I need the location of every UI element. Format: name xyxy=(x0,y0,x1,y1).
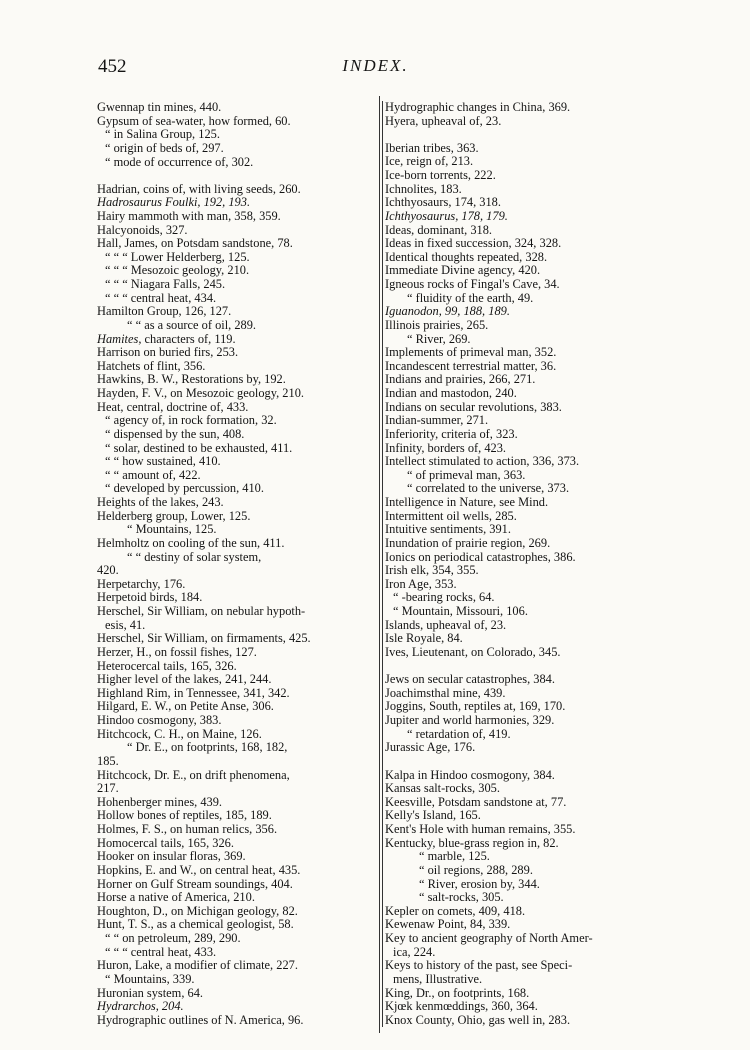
index-entry: Herzer, H., on fossil fishes, 127. xyxy=(97,644,257,659)
index-entry: Helderberg group, Lower, 125. xyxy=(97,508,251,523)
index-entry: Key to ancient geography of North Amer- xyxy=(385,931,593,946)
index-entry: Hunt, T. S., as a chemical geologist, 58. xyxy=(97,917,294,932)
index-entry: Horner on Gulf Stream soundings, 404. xyxy=(97,876,293,891)
index-entry: Immediate Divine agency, 420. xyxy=(385,263,541,278)
index-entry: Herpetarchy, 176. xyxy=(97,576,186,591)
index-entry: Kentucky, blue-grass region in, 82. xyxy=(385,835,559,850)
index-entry: Homocercal tails, 165, 326. xyxy=(97,835,234,850)
index-entry: Halcyonoids, 327. xyxy=(97,222,188,237)
index-entry: Hitchcock, Dr. E., on drift phenomena, xyxy=(97,767,290,782)
index-entry: “ “ “ central heat, 433. xyxy=(105,944,217,959)
index-entry: “ River, erosion by, 344. xyxy=(419,876,540,891)
index-entry: Ionics on periodical catastrophes, 386. xyxy=(385,549,576,564)
index-entry: Herschel, Sir William, on nebular hypoth- xyxy=(97,604,306,619)
index-entry: Jews on secular catastrophes, 384. xyxy=(385,672,555,687)
column-divider xyxy=(379,96,380,1033)
index-entry: “ River, 269. xyxy=(407,331,471,346)
index-entry: Heterocercal tails, 165, 326. xyxy=(97,658,237,673)
index-entry: Iberian tribes, 363. xyxy=(385,140,479,155)
index-entry: “ oil regions, 288, 289. xyxy=(419,862,533,877)
index-entry: King, Dr., on footprints, 168. xyxy=(385,985,530,1000)
index-entry: Kansas salt-rocks, 305. xyxy=(385,781,500,796)
index-entry: Heat, central, doctrine of, 433. xyxy=(97,399,249,414)
index-entry: esis, 41. xyxy=(105,617,146,632)
index-entry: Hayden, F. V., on Mesozoic geology, 210. xyxy=(97,386,304,401)
index-entry: “ “ as a source of oil, 289. xyxy=(127,317,257,332)
index-entry: Infinity, borders of, 423. xyxy=(385,440,507,455)
index-entry: ica, 224. xyxy=(393,944,436,959)
index-entry: “ “ amount of, 422. xyxy=(105,467,201,482)
index-entry: Irish elk, 354, 355. xyxy=(385,563,479,578)
index-entry: Hall, James, on Potsdam sandstone, 78. xyxy=(97,236,293,251)
index-entry: Herpetoid birds, 184. xyxy=(97,590,203,605)
index-entry: Illinois prairies, 265. xyxy=(385,317,489,332)
index-entry: 420. xyxy=(97,563,119,578)
index-entry: “ “ on petroleum, 289, 290. xyxy=(105,931,241,946)
index-entry: “ in Salina Group, 125. xyxy=(105,127,220,142)
index-entry: Joachimsthal mine, 439. xyxy=(385,685,506,700)
index-entry: Intelligence in Nature, see Mind. xyxy=(385,495,549,510)
index-entry: “ “ how sustained, 410. xyxy=(105,454,221,469)
index-entry: Hydrographic outlines of N. America, 96. xyxy=(97,1012,304,1027)
index-entry: Herschel, Sir William, on firmaments, 425. xyxy=(97,631,311,646)
index-entry: Harrison on buried firs, 253. xyxy=(97,345,239,360)
index-entry: Ideas, dominant, 318. xyxy=(385,222,493,237)
index-entry: Hollow bones of reptiles, 185, 189. xyxy=(97,808,272,823)
italic-term: Hamites xyxy=(97,331,139,346)
index-entry: Inundation of prairie region, 269. xyxy=(385,535,551,550)
index-entry: “ origin of beds of, 297. xyxy=(105,140,224,155)
index-section-gap xyxy=(385,128,661,142)
index-entry: “ Mountains, 125. xyxy=(127,522,217,537)
index-entry: Intellect stimulated to action, 336, 373. xyxy=(385,454,580,469)
index-entry: Knox County, Ohio, gas well in, 283. xyxy=(385,1012,571,1027)
index-entry: “ dispensed by the sun, 408. xyxy=(105,426,245,441)
index-entry: Hydrarchos, 204. xyxy=(97,999,184,1014)
running-head: INDEX. xyxy=(342,56,409,75)
index-entry: “ agency of, in rock formation, 32. xyxy=(105,413,277,428)
index-entry: Keys to history of the past, see Speci- xyxy=(385,958,573,973)
index-entry: Inferiority, criteria of, 323. xyxy=(385,426,518,441)
index-entry: Hawkins, B. W., Restorations by, 192. xyxy=(97,372,286,387)
page-number: 452 xyxy=(98,56,127,77)
index-entry: Ideas in fixed succession, 324, 328. xyxy=(385,236,562,251)
index-entry: Islands, upheaval of, 23. xyxy=(385,617,507,632)
index-entry: Hyera, upheaval of, 23. xyxy=(385,113,502,128)
index-entry: Kent's Hole with human remains, 355. xyxy=(385,822,576,837)
index-entry: Kepler on comets, 409, 418. xyxy=(385,903,526,918)
index-entry: Indians on secular revolutions, 383. xyxy=(385,399,562,414)
index-entry: Higher level of the lakes, 241, 244. xyxy=(97,672,272,687)
index-entry: Hadrian, coins of, with living seeds, 260. xyxy=(97,181,301,196)
index-entry: Gypsum of sea-water, how formed, 60. xyxy=(97,113,291,128)
index-entry: Joggins, South, reptiles at, 169, 170. xyxy=(385,699,566,714)
index-entry: Jurassic Age, 176. xyxy=(385,740,476,755)
index-entry: Helmholtz on cooling of the sun, 411. xyxy=(97,535,285,550)
index-entry: Hairy mammoth with man, 358, 359. xyxy=(97,208,281,223)
index-entry: “ solar, destined to be exhausted, 411. xyxy=(105,440,293,455)
index-entry: Isle Royale, 84. xyxy=(385,631,463,646)
index-entry: Incandescent terrestrial matter, 36. xyxy=(385,358,557,373)
index-entry: Hamites, characters of, 119. xyxy=(97,331,236,346)
index-entry: “ “ “ Niagara Falls, 245. xyxy=(105,277,226,292)
index-entry: Indians and prairies, 266, 271. xyxy=(385,372,536,387)
index-entry: Intuitive sentiments, 391. xyxy=(385,522,511,537)
index-entry: Hilgard, E. W., on Petite Anse, 306. xyxy=(97,699,274,714)
index-entry: Kewenaw Point, 84, 339. xyxy=(385,917,511,932)
index-section-gap xyxy=(97,169,377,183)
index-entry: “ Mountain, Missouri, 106. xyxy=(393,604,528,619)
index-entry: Intermittent oil wells, 285. xyxy=(385,508,517,523)
index-entry: 185. xyxy=(97,753,119,768)
index-entry: “ retardation of, 419. xyxy=(407,726,511,741)
index-column-left xyxy=(97,101,377,1027)
index-entry: “ Mountains, 339. xyxy=(105,971,195,986)
index-entry: Ice, reign of, 213. xyxy=(385,154,474,169)
index-entry: “ correlated to the universe, 373. xyxy=(407,481,570,496)
index-entry: 217. xyxy=(97,781,119,796)
index-entry: Iron Age, 353. xyxy=(385,576,457,591)
index-entry: “ of primeval man, 363. xyxy=(407,467,526,482)
index-entry: Indian-summer, 271. xyxy=(385,413,489,428)
index-entry: Ives, Lieutenant, on Colorado, 345. xyxy=(385,644,561,659)
index-entry: Huron, Lake, a modifier of climate, 227. xyxy=(97,958,298,973)
index-entry: “ marble, 125. xyxy=(419,849,490,864)
index-entry: Horse a native of America, 210. xyxy=(97,890,255,905)
index-entry: Jupiter and world harmonies, 329. xyxy=(385,713,555,728)
index-entry: Kelly's Island, 165. xyxy=(385,808,481,823)
index-entry: Ice-born torrents, 222. xyxy=(385,168,496,183)
index-entry: “ “ destiny of solar system, xyxy=(127,549,262,564)
index-section-gap xyxy=(385,660,661,674)
index-entry: Implements of primeval man, 352. xyxy=(385,345,557,360)
index-entry: “ salt-rocks, 305. xyxy=(419,890,504,905)
index-entry: Hadrosaurus Foulki, 192, 193. xyxy=(97,195,251,210)
index-entry: “ -bearing rocks, 64. xyxy=(393,590,495,605)
index-entry: “ Dr. E., on footprints, 168, 182, xyxy=(127,740,288,755)
index-entry: Heights of the lakes, 243. xyxy=(97,495,224,510)
index-entry: Hatchets of flint, 356. xyxy=(97,358,206,373)
index-entry: Hindoo cosmogony, 383. xyxy=(97,713,222,728)
index-entry: Indian and mastodon, 240. xyxy=(385,386,517,401)
index-entry: Identical thoughts repeated, 328. xyxy=(385,249,548,264)
index-entry: Gwennap tin mines, 440. xyxy=(97,100,222,114)
index-section-gap xyxy=(385,755,661,769)
index-entry: Hooker on insular floras, 369. xyxy=(97,849,246,864)
index-column-right xyxy=(382,101,661,1027)
index-entry: Huronian system, 64. xyxy=(97,985,203,1000)
index-entry: “ mode of occurrence of, 302. xyxy=(105,154,254,169)
index-entry: “ “ “ Mesozoic geology, 210. xyxy=(105,263,250,278)
index-entry: mens, Illustrative. xyxy=(393,971,483,986)
index-entry: Hohenberger mines, 439. xyxy=(97,794,223,809)
index-entry: Kjœk kenmœddings, 360, 364. xyxy=(385,999,538,1014)
index-entry: Holmes, F. S., on human relics, 356. xyxy=(97,822,278,837)
page-header xyxy=(98,56,653,82)
index-entry: Hydrographic changes in China, 369. xyxy=(385,100,571,114)
index-entry: “ fluidity of the earth, 49. xyxy=(407,290,534,305)
index-entry: Keesville, Potsdam sandstone at, 77. xyxy=(385,794,567,809)
index-entry: Houghton, D., on Michigan geology, 82. xyxy=(97,903,298,918)
index-entry: Ichnolites, 183. xyxy=(385,181,462,196)
index-entry: Highland Rim, in Tennessee, 341, 342. xyxy=(97,685,290,700)
index-entry: Hitchcock, C. H., on Maine, 126. xyxy=(97,726,262,741)
index-entry: “ “ “ Lower Helderberg, 125. xyxy=(105,249,250,264)
index-entry: Igneous rocks of Fingal's Cave, 34. xyxy=(385,277,560,292)
index-entry: Iguanodon, 99, 188, 189. xyxy=(385,304,510,319)
index-entry: Ichthyosaurus, 178, 179. xyxy=(385,208,508,223)
index-entry: Ichthyosaurs, 174, 318. xyxy=(385,195,501,210)
index-entry: “ developed by percussion, 410. xyxy=(105,481,264,496)
index-entry: “ “ “ central heat, 434. xyxy=(105,290,217,305)
index-entry: Hopkins, E. and W., on central heat, 435. xyxy=(97,862,301,877)
index-entry: Hamilton Group, 126, 127. xyxy=(97,304,232,319)
index-entry: Kalpa in Hindoo cosmogony, 384. xyxy=(385,767,555,782)
